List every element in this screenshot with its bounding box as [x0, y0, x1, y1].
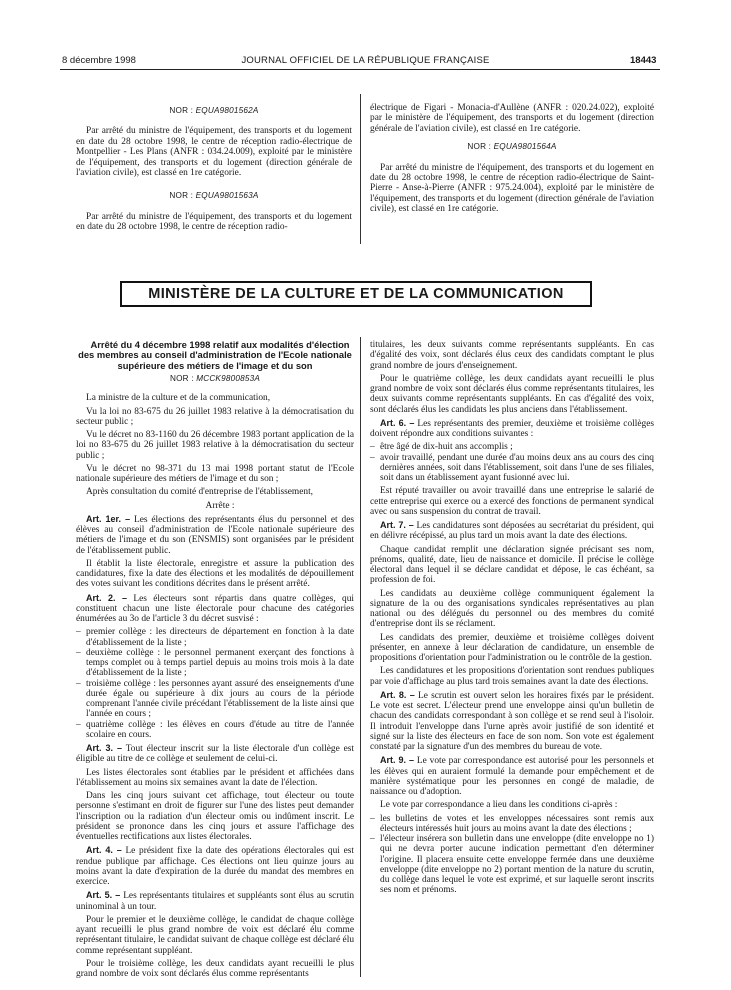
nor-code: EQUA9801562A	[195, 106, 259, 115]
decree-paragraph: Par arrêté du ministre de l'équipement, des transports et du logement en date du 28 octobre 1998, le centre de réception radio-électrique de Saint-Pierre - Anse-à-Pierre (ANFR : 975.24.004), exploité par le ministère de l'équipement, des transports et du logement (direction générale de l'aviation civile), est classé en 1re catégorie.	[370, 162, 654, 215]
article-paragraph: Est réputé travailler ou avoir travaillé dans une entreprise le salarié de cette entreprise qui exerce ou a exercé des fonctions de permanent syndical avec ou sans suspension du contrat de travail.	[370, 486, 654, 517]
article-3: Art. 3. – Tout électeur inscrit sur la liste électorale d'un collège est éligible au titre de ce collège et seulement de celui-ci.	[76, 743, 355, 765]
nor-line: NOR : EQUA9801562A	[169, 106, 259, 115]
article-7: Art. 7. – Les candidatures sont déposées au secrétariat du président, qui en délivre récépissé, au plus tard un mois avant la date des élections.	[370, 520, 655, 542]
nor-line: NOR : EQUA9801564A	[467, 142, 557, 152]
list-item: – les bulletins de votes et les enveloppes nécessaires sont remis aux électeurs intéressés huit jours au moins avant la date des élections ;	[370, 814, 654, 835]
right-main-column	[370, 340, 654, 899]
article-paragraph: Les candidats des premier, deuxième et troisième collèges doivent présenter, en annexe à leur déclaration de candidature, un ensemble de propositions d'orientation pour l'administration ou le contrôle de la gestion.	[370, 632, 654, 663]
article-label: Art. 2. –	[86, 592, 128, 603]
list-item: – quatrième collège : les élèves en cours d'étude au titre de l'année scolaire en cours.	[76, 720, 354, 741]
article-paragraph: Pour le premier et le deuxième collège, le candidat de chaque collège ayant recueilli le plus grand nombre de voix est déclaré élu comme représentant titulaire, le candidat suivant de chaque collège est déclaré élu comme représentant suppléant.	[76, 914, 354, 956]
article-paragraph: Pour le troisième collège, les deux candidats ayant recueilli le plus grand nombre de voix sont déclarés élus comme représentants	[76, 958, 354, 980]
article-label: Art. 1er. –	[86, 513, 131, 524]
article-paragraph: Dans les cinq jours suivant cet affichage, tout électeur ou toute personne s'estimant en droit de figurer sur l'une des listes peut demander l'inscription ou la radiation d'un électeur omis ou indûment inscrit. Le président se prononce dans les cinq jours et assure l'affichage des éventuelles rectifications aux listes électorales.	[76, 791, 354, 843]
header-rule	[60, 69, 660, 70]
conditions-list	[370, 442, 654, 483]
header-date: 8 décembre 1998	[62, 55, 136, 66]
article-4: Art. 4. – Le président fixe la date des opérations électorales qui est rendue publique par affichage. Ces élections ont lieu quinze jours au moins avant la date d'expiration de la durée du mandat des membres en exercice.	[76, 845, 354, 888]
article-label: Art. 3. –	[86, 743, 123, 754]
article-2: Art. 2. – Les électeurs sont répartis dans quatre collèges, qui constituent chacun une liste électorale pour chacune des catégories énumérées au 3o de l'article 3 du décret susvisé :	[76, 592, 354, 625]
column-separator	[360, 94, 361, 244]
list-item: – avoir travaillé, pendant une durée d'au moins deux ans au cours des cinq dernières années, soit dans l'établissement, soit dans l'une de ses filiales, soit dans un établissement ayant fusionné avec lui.	[370, 453, 654, 484]
left-main-column	[76, 340, 354, 982]
article-9: Art. 9. – Le vote par correspondance est autorisé pour les personnels et les élèves qui en auraient formulé la demande pour empêchement et de manière systématique pour les personnes en congé de maladie, de naissance ou d'adoption.	[370, 755, 655, 797]
top-right-column	[370, 103, 654, 218]
list-item: – troisième collège : les personnes ayant assuré des enseignements d'une durée égale ou supérieure à dix jours au cours de la période comprenant l'année civile précédant l'établissement de la liste ainsi que l'année en cours ;	[76, 679, 354, 720]
top-left-column	[76, 106, 352, 236]
journal-title: JOURNAL OFFICIEL DE LA RÉPUBLIQUE FRANÇAISE	[241, 55, 490, 66]
article-6: Art. 6. – Les représentants des premier, deuxième et troisième collèges doivent répondre aux conditions suivantes :	[370, 417, 654, 439]
preamble-line: Après consultation du comité d'entreprise de l'établissement,	[86, 487, 314, 498]
preamble-line: Vu le décret no 83-1160 du 26 décembre 1983 portant application de la loi no 83-675 du 26 juillet 1983 relative à la démocratisation du secteur public ;	[76, 430, 354, 461]
article-paragraph: Il établit la liste électorale, enregistre et assure la publication des candidatures, fixe la date des élections et les modalités de dépouillement des votes suivant les conditions décrites dans le présent arrêté.	[76, 558, 354, 590]
preamble-line: La ministre de la culture et de la communication,	[86, 393, 271, 404]
article-label: Art. 6. –	[380, 417, 415, 428]
article-paragraph: Les candidatures et les propositions d'orientation sont rendues publiques par voie d'affichage au plus tard trois semaines avant la date des élections.	[370, 666, 654, 687]
list-item: – être âgé de dix-huit ans accomplis ;	[370, 442, 654, 452]
article-5: Art. 5. – Les représentants titulaires et suppléants sont élus au scrutin uninominal à un tour.	[76, 890, 355, 912]
article-8: Art. 8. – Le scrutin est ouvert selon les horaires fixés par le président. Le vote est secret. L'électeur prend une enveloppe ainsi qu'un bulletin de chacun des candidats correspondant à son collège et se rend seul à l'isoloir. Il introduit l'enveloppe dans l'urne après avoir justifié de son identité et signé sur la liste des électeurs en face de son nom. Son vote est également constaté par la signature d'un des membres du bureau de vote.	[370, 689, 654, 752]
nor-code: EQUA9801563A	[195, 191, 259, 201]
ministry-heading: MINISTÈRE DE LA CULTURE ET DE LA COMMUNICATION	[120, 281, 592, 307]
list-item: – premier collège : les directeurs de département en fonction à la date d'établissement de la liste ;	[76, 627, 354, 648]
article-label: Art. 8. –	[380, 689, 415, 700]
article-paragraph: Le vote par correspondance a lieu dans les conditions ci-après :	[380, 800, 618, 811]
page-number: 18443	[630, 55, 657, 66]
vote-conditions-list	[370, 814, 654, 896]
decree-paragraph: électrique de Figari - Monacia-d'Aullène (ANFR : 020.24.022), exploité par le ministère de l'équipement, des transports et du logement (direction générale de l'aviation civile), est classé en 1re catégorie.	[370, 103, 654, 134]
article-paragraph: Les candidats au deuxième collège communiquent également la signature de la ou des organisations syndicales représentatives au plan national ou des délégués du personnel ou des membres du comité d'entreprise dont ils se réclament.	[370, 588, 654, 630]
article-1: Art. 1er. – Les élections des représentants élus du personnel et des élèves au conseil d'administration de l'Ecole nationale supérieure des métiers de l'image et du son (ENSMIS) sont organisées par le président de l'établissement public.	[76, 513, 355, 556]
article-label: Art. 7. –	[380, 520, 414, 530]
article-paragraph: Pour le quatrième collège, les deux candidats ayant recueilli le plus grand nombre de voix sont déclarés élus comme représentants titulaires, les deux suivants comme représentants suppléants. En cas d'égalité des voix, sont déclarés élus les candidats les plus anciens dans l'établissement.	[370, 373, 654, 415]
column-separator	[360, 337, 361, 977]
article-paragraph: Chaque candidat remplit une déclaration signée précisant ses nom, prénoms, qualité, date, lieu de naissance et domicile. Il précise le collège électoral dans lequel il se déclare candidat et dépose, le cas échéant, sa profession de foi.	[370, 544, 654, 586]
arrete-title: Arrêté du 4 décembre 1998 relatif aux modalités d'élection des membres au conseil d'administration de l'Ecole nationale supérieure des métiers de l'image et du son	[78, 339, 352, 371]
nor-code: MCCK9800853A	[196, 374, 261, 384]
article-label: Art. 5. –	[86, 890, 121, 901]
article-paragraph: titulaires, les deux suivants comme représentants suppléants. En cas d'égalité des voix, sont déclarés élus ceux des candidats comptant le plus grand nombre de jours d'enseignement.	[370, 340, 654, 371]
article-label: Art. 4. –	[86, 845, 122, 856]
preamble-line: Vu la loi no 83-675 du 26 juillet 1983 relative à la démocratisation du secteur public ;	[76, 406, 354, 427]
arrete-word: Arrête :	[205, 500, 235, 511]
decree-paragraph: Par arrêté du ministre de l'équipement, des transports et du logement en date du 28 octobre 1998, le centre de réception radio-	[76, 211, 352, 233]
article-paragraph: Les listes électorales sont établies par le président et affichées dans l'établissement au moins six semaines avant la date de l'élection.	[76, 767, 354, 788]
decree-paragraph: Par arrêté du ministre de l'équipement, des transports et du logement en date du 28 octobre 1998, le centre de réception radio-électrique de Montpellier - Les Plans (ANFR : 034.24.009), exploité par le ministère de l'équipement, des transports et du logement (direction générale de l'aviation civile), est classé en 1re catégorie.	[76, 126, 352, 179]
preamble-line: Vu le décret no 98-371 du 13 mai 1998 portant statut de l'Ecole nationale supérieure des métiers de l'image et du son ;	[76, 463, 354, 485]
list-item: – deuxième collège : le personnel permanent exerçant des fonctions à temps complet ou à temps partiel depuis au moins trois mois à la date d'établissement de la liste ;	[76, 648, 354, 679]
nor-line: NOR : MCCK9800853A	[169, 374, 261, 384]
article-label: Art. 9. –	[380, 755, 415, 766]
nor-code: EQUA9801564A	[493, 142, 557, 152]
nor-line: NOR : EQUA9801563A	[169, 191, 259, 201]
college-list	[76, 627, 354, 740]
list-item: – l'électeur insérera son bulletin dans une enveloppe (dite enveloppe no 1) qui ne devra porter aucune indication permettant d'en déterminer l'origine. Il placera ensuite cette enveloppe fermée dans une deuxième enveloppe (dite enveloppe no 2) portant mention de la nature du scrutin, du collège dans lequel le vote est exprimé, et sur laquelle seront inscrits ses nom et prénoms.	[370, 834, 654, 896]
